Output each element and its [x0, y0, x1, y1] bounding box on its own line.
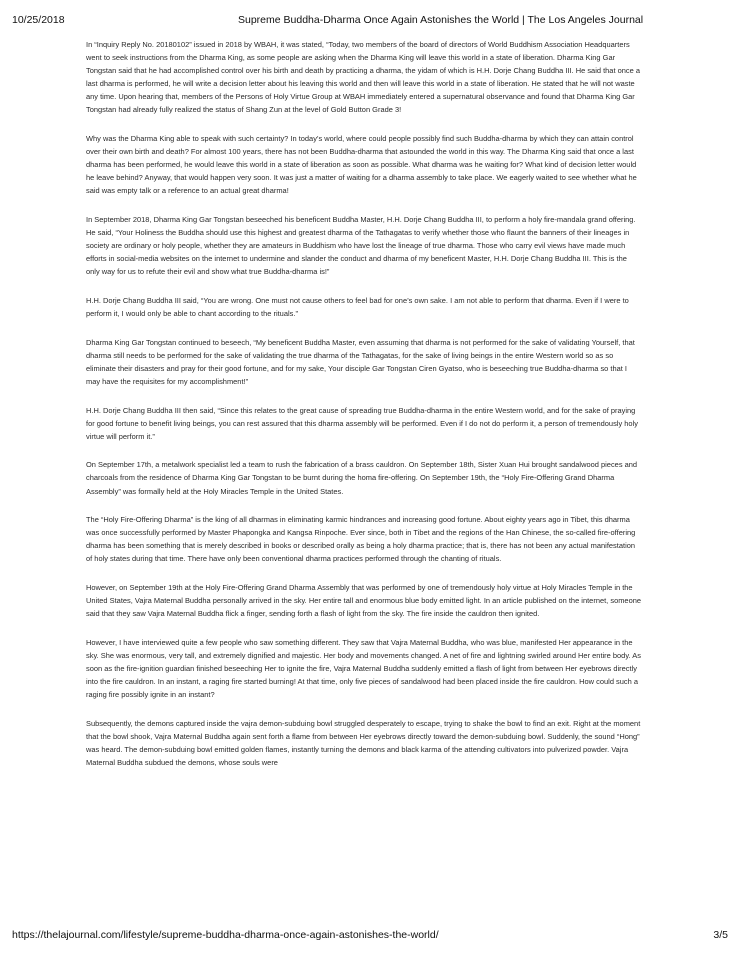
article-paragraph: The “Holy Fire-Offering Dharma” is the king of all dharmas in eliminating karmic hindrances and increasing good fortune. About eighty years ago in Tibet, this dharma was once successfully performed by Master Phapongka and Kangsa Rinpoche. Ever since, both in Tibet and the regions of the Han Chinese, the so-called fire-offering dharma has been something that is merely described in books or described orally as being a holy dharma practice; that is, there has not been any actual manifestation of holy states during that time. There have only been conventional dharma practices performed through the chanting of rituals. [86, 515, 636, 564]
page-url: https://thelajournal.com/lifestyle/supreme-buddha-dharma-once-again-astonishes-the-world/ [12, 929, 439, 941]
print-date: 10/25/2018 [12, 14, 65, 26]
article-paragraph: Dharma King Gar Tongstan continued to beseech, “My beneficent Buddha Master, even assuming that dharma is not performed for the sake of validating Yourself, that dharma still needs to be performed for the sake of validating the true dharma of the Tathagatas, for the sake of living beings in the entire Western world so as so eliminate their disasters and pray for their good fortune, and for my sake, Your disciple Gar Tongstan Ciren Gyatso, who is beseeching true Buddha-dharma so that I may have the requisites for my accomplishment!” [86, 337, 635, 386]
article-paragraph: H.H. Dorje Chang Buddha III said, “You are wrong. One must not cause others to feel bad for one’s own sake. I am not able to perform that dharma. Even if I were to perform it, I would only be able to chant according to the rituals.” [86, 296, 629, 319]
article-paragraph: In “Inquiry Reply No. 20180102” issued in 2018 by WBAH, it was stated, “Today, two members of the board of directors of World Buddhism Association Headquarters went to seek instructions from the Dharma King, as some people are asking when the Dharma King will leave this world in a state of liberation. Dharma King Gar Tongstan said that he had accomplished control over his birth and death by practicing a dharma, the yidam of which is H.H. Dorje Chang Buddha III. He said that once a last dharma is performed, he will write a decision letter about his leaving this world and then will leave this world in a state of liberation. He stated that he will not waste any time. Upon hearing that, members of the Persons of Holy Virtue Group at WBAH immediately entered a supernatural observance and found that Dharma King Gar Tongstan had already fully realized the status of Shang Zun at the level of Gold Button Grade 3! [86, 40, 640, 115]
article-paragraph: Why was the Dharma King able to speak with such certainty? In today’s world, where could people possibly find such Buddha-dharma by which they can attain control over their own birth and death? For almost 100 years, there has not been Buddha-dharma that astounded the world in this way. The Dharma King said that once a last dharma has been performed, he would leave this world in a state of liberation as soon as possible. What dharma was he waiting for? What kind of decision letter would he leave behind? Anyway, that would happen very soon. It was just a matter of waiting for a dharma assembly to take place. We eagerly waited to see whether what he said was empty talk or a reference to an actual great dharma! [86, 134, 637, 196]
print-header [12, 14, 728, 28]
article-paragraph: However, I have interviewed quite a few people who saw something different. They saw that Vajra Maternal Buddha, who was blue, manifested Her appearance in the sky. She was enormous, very tall, and extremely dignified and majestic. Her body and movements changed. A net of fire and lightning swirled around Her entire body. As soon as the fire-ignition guardian finished beseeching Her to ignite the fire, Vajra Maternal Buddha suddenly emitted a flash of light from between Her eyebrows directly into the fire cauldron. In an instant, a raging fire started burning! At that time, only five pieces of sandalwood had been placed inside the fire cauldron. How could such a raging fire possibly ignite in an instant? [86, 637, 641, 700]
article-body [86, 38, 642, 785]
article-paragraph: Subsequently, the demons captured inside the vajra demon-subduing bowl struggled desperately to escape, trying to shake the bowl to find an exit. Right at the moment that the bowl shook, Vajra Maternal Buddha again sent forth a flame from between Her eyebrows directly toward the demon-subduing bowl. Suddenly, the sound “Hong” was heard. The demon-subduing bowl emitted golden flames, instantly turning the demons and black karma of the attending cultivators into pulverized powder. Vajra Maternal Buddha subdued the demons, whose souls were [86, 718, 641, 768]
page-number: 3/5 [713, 929, 728, 941]
print-footer [12, 929, 728, 943]
article-paragraph: In September 2018, Dharma King Gar Tongstan beseeched his beneficent Buddha Master, H.H. Dorje Chang Buddha III, to perform a holy fire-mandala grand offering. He said, “Your Holiness the Buddha should use this highest and greatest dharma of the Tathagatas to verify whether those who flaunt the banners of their lineages in society are ordinary or holy people, whether they are amateurs in Buddhism who have lost the lineage of true dharma. Those who carry evil views have made much efforts in social-media websites on the internet to undermine and slander the conduct and dharma of my beneficent Master, H.H. Dorje Chang Buddha III. This is the only way for us to refute their evil and show what true Buddha-dharma is!” [86, 215, 636, 277]
article-paragraph: On September 17th, a metalwork specialist led a team to rush the fabrication of a brass cauldron. On September 18th, Sister Xuan Hui brought sandalwood pieces and charcoals from the residence of Dharma King Gar Tongstan to be burnt during the homa fire-offering. On September 19th, the “Holy Fire-Offering Grand Dharma Assembly” was formally held at the Holy Miracles Temple in the United States. [86, 460, 638, 496]
article-paragraph: However, on September 19th at the Holy Fire-Offering Grand Dharma Assembly that was performed by one of tremendously holy virtue at Holy Miracles Temple in the United States, Vajra Maternal Buddha personally arrived in the sky. Her entire tall and enormous blue body emitted light. In an article published on the internet, someone said that they saw Vajra Maternal Buddha flick a finger, sending forth a flash of light from the sky. The fire inside the cauldron then ignited. [86, 583, 642, 619]
article-paragraph: H.H. Dorje Chang Buddha III then said, “Since this relates to the great cause of spreading true Buddha-dharma in the entire Western world, and for the sake of praying for good fortune to benefit living beings, you can rest assured that this dharma assembly will be performed. Even if I do not do perform it, a person of tremendously holy virtue will perform it.” [86, 405, 638, 441]
page-title: Supreme Buddha-Dharma Once Again Astonishes the World | The Los Angeles Journal [238, 14, 644, 26]
